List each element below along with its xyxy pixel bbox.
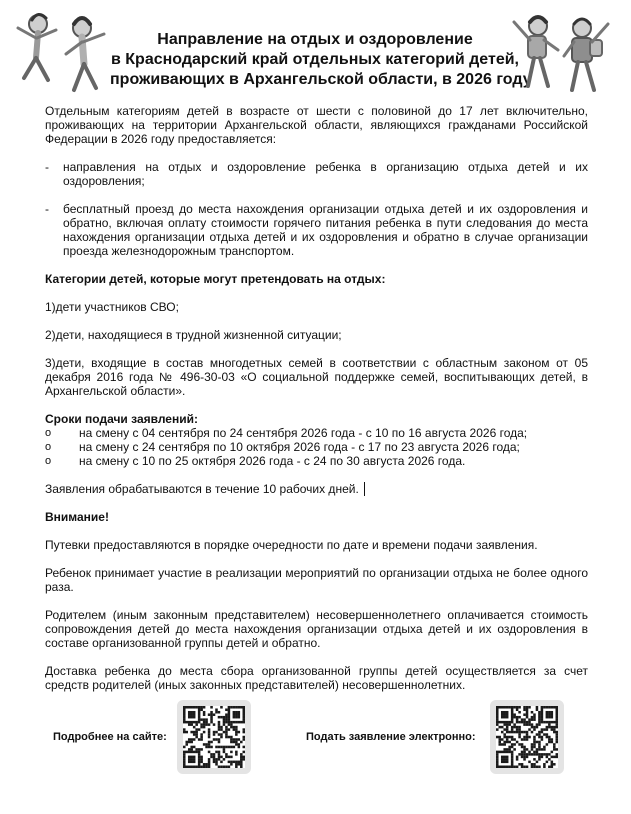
title-line-1: Направление на отдых и оздоровление — [157, 31, 473, 48]
jumping-children-icon — [10, 8, 115, 100]
circle-bullet: o — [45, 455, 52, 467]
more-info-label: Подробнее на сайте: — [53, 731, 167, 743]
deadlines-list — [45, 426, 588, 468]
deadline-text: на смену с 10 по 25 октября 2026 года - с 24 по 30 августа 2026 года. — [79, 454, 466, 468]
intro-paragraph: Отдельным категориям детей в возрасте от шести с половиной до 17 лет включительно, проживающих на территории Архангельской области, являющихся гражданами Российской Федерации в 2026 году предоставляется: — [45, 104, 588, 146]
title-line-3: проживающих в Архангельской области, в 2026 году — [110, 71, 532, 88]
deadline-item — [45, 454, 588, 468]
provision-item — [45, 160, 588, 188]
note-paragraph: Путевки предоставляются в порядке очередности по дате и времени подачи заявления. — [45, 538, 538, 552]
provision-item — [45, 202, 588, 258]
qr-pattern — [183, 706, 245, 768]
qr-code-icon[interactable] — [490, 700, 564, 774]
deadline-item — [45, 426, 588, 440]
document-body — [45, 104, 588, 706]
deadline-text: на смену с 24 сентября по 10 октября 2026 года - с 17 по 23 августа 2026 года; — [79, 440, 520, 454]
provision-text: направления на отдых и оздоровление ребенка в организацию отдыха детей и их оздоровления; — [63, 160, 588, 188]
circle-bullet: o — [45, 441, 52, 453]
note-paragraph: Доставка ребенка до места сбора организованной группы детей осуществляется за счет средств родителей (иных законных представителей) несовершеннолетних. — [45, 664, 588, 692]
deadlines-heading: Сроки подачи заявлений: — [45, 412, 198, 426]
attention-heading: Внимание! — [45, 510, 109, 524]
processing-note — [45, 482, 588, 496]
deadline-item — [45, 440, 588, 454]
provision-text: бесплатный проезд до места нахождения организации отдыха детей и их оздоровления и обратно, включая оплату стоимости горячего питания ребенка в пути следования до места нахождения организации отдыха детей и их оздоровления и обратно в случае организации проезда железнодорожным транспортом. — [63, 202, 588, 258]
processing-text: Заявления обрабатываются в течение 10 рабочих дней. — [45, 482, 359, 496]
category-item: 3)дети, входящие в состав многодетных семей в соответствии с областным законом от 05 декабря 2016 года № 496-30-03 «О социальной поддержке семей, воспитывающих детей, в Архангельской области». — [45, 356, 588, 398]
categories-heading: Категории детей, которые могут претендовать на отдых: — [45, 272, 386, 286]
page-title — [110, 30, 532, 90]
qr-pattern — [496, 706, 558, 768]
dash-marker: - — [45, 160, 49, 174]
note-paragraph: Родителем (иным законным представителем) несовершеннолетнего оплачивается стоимость сопровождения детей до места нахождения организации отдыха детей и их оздоровления в составе организованной группы детей и обратно. — [45, 608, 588, 650]
text-cursor — [364, 482, 365, 496]
dash-marker: - — [45, 202, 49, 216]
deadline-text: на смену с 04 сентября по 24 сентября 2026 года - с 10 по 16 августа 2026 года; — [79, 426, 528, 440]
note-paragraph: Ребенок принимает участие в реализации мероприятий по организации отдыха не более одного раза. — [45, 566, 588, 594]
apply-online-label: Подать заявление электронно: — [306, 731, 476, 743]
category-item: 2)дети, находящиеся в трудной жизненной ситуации; — [45, 328, 342, 342]
qr-code-icon[interactable] — [177, 700, 251, 774]
circle-bullet: o — [45, 427, 52, 439]
children-with-backpacks-icon — [508, 10, 618, 102]
title-line-2: в Краснодарский край отдельных категорий детей, — [111, 51, 519, 68]
category-item: 1)дети участников СВО; — [45, 300, 179, 314]
